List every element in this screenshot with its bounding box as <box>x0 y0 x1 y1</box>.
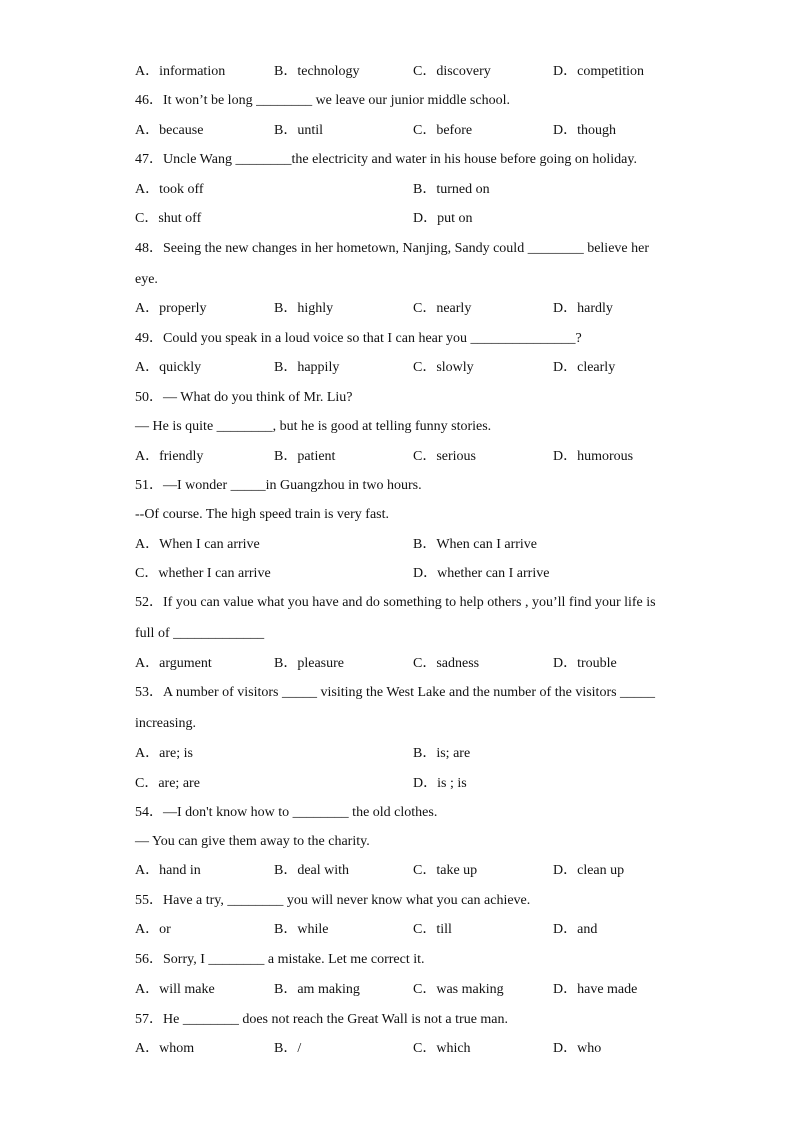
option-c[interactable]: C．which <box>413 1041 471 1056</box>
option-a[interactable]: A．When I can arrive <box>135 537 260 552</box>
question-stem: 56．Sorry, I ________ a mistake. Let me correct it. <box>135 952 425 967</box>
option-a[interactable]: A．properly <box>135 301 207 316</box>
option-b[interactable]: B．happily <box>274 360 340 375</box>
option-d[interactable]: D．trouble <box>553 656 617 671</box>
option-b[interactable]: B．pleasure <box>274 656 344 671</box>
question-stem: 53．A number of visitors _____ visiting the West Lake and the number of the visitors _____ <box>135 685 656 700</box>
question-stem: 52．If you can value what you have and do something to help others , you’ll find your life is <box>135 595 656 610</box>
option-a[interactable]: A．information <box>135 64 226 79</box>
option-d[interactable]: D．competition <box>553 64 644 79</box>
question-stem: 51．—I wonder _____in Guangzhou in two hours. <box>135 478 422 493</box>
option-d[interactable]: D．is ; is <box>413 776 467 791</box>
option-d[interactable]: D．humorous <box>553 449 634 464</box>
option-c[interactable]: C．was making <box>413 982 504 997</box>
question-stem-continued: — He is quite ________, but he is good at telling funny stories. <box>135 419 492 434</box>
option-c[interactable]: C．slowly <box>413 360 474 375</box>
option-a[interactable]: A．quickly <box>135 360 202 375</box>
option-c[interactable]: C．discovery <box>413 64 491 79</box>
option-b[interactable]: B．deal with <box>274 863 350 878</box>
option-c[interactable]: C．serious <box>413 449 476 464</box>
question-stem: 47．Uncle Wang ________the electricity and water in his house before going on holiday. <box>135 152 637 167</box>
option-d[interactable]: D．put on <box>413 211 473 226</box>
option-d[interactable]: D．whether can I arrive <box>413 566 550 581</box>
option-c[interactable]: C．take up <box>413 863 478 878</box>
question-stem: 48．Seeing the new changes in her hometown, Nanjing, Sandy could ________ believe her <box>135 241 649 256</box>
question-stem: 57．He ________ does not reach the Great Wall is not a true man. <box>135 1012 509 1027</box>
option-a[interactable]: A．are; is <box>135 746 193 761</box>
question-stem-continued: --Of course. The high speed train is very fast. <box>135 507 389 522</box>
option-d[interactable]: D．though <box>553 123 616 138</box>
question-stem: 49．Could you speak in a loud voice so that I can hear you _______________? <box>135 331 582 346</box>
option-d[interactable]: D．clearly <box>553 360 616 375</box>
option-b[interactable]: B．while <box>274 922 329 937</box>
question-stem-continued: increasing. <box>135 716 197 731</box>
option-a[interactable]: A．argument <box>135 656 212 671</box>
option-d[interactable]: D．have made <box>553 982 638 997</box>
option-c[interactable]: C．before <box>413 123 473 138</box>
option-a[interactable]: A．friendly <box>135 449 204 464</box>
option-b[interactable]: B．am making <box>274 982 360 997</box>
option-d[interactable]: D．who <box>553 1041 602 1056</box>
option-c[interactable]: C．sadness <box>413 656 480 671</box>
option-c[interactable]: C．shut off <box>135 211 202 226</box>
option-b[interactable]: B．is; are <box>413 746 471 761</box>
option-a[interactable]: A．took off <box>135 182 204 197</box>
question-stem-continued: — You can give them away to the charity. <box>135 834 370 849</box>
option-c[interactable]: C．are; are <box>135 776 200 791</box>
option-b[interactable]: B．highly <box>274 301 334 316</box>
option-b[interactable]: B．patient <box>274 449 336 464</box>
question-stem: 50．— What do you think of Mr. Liu? <box>135 390 353 405</box>
option-d[interactable]: D．hardly <box>553 301 613 316</box>
question-stem: 55．Have a try, ________ you will never know what you can achieve. <box>135 893 531 908</box>
question-stem-continued: eye. <box>135 272 158 287</box>
option-c[interactable]: C．till <box>413 922 452 937</box>
option-a[interactable]: A．hand in <box>135 863 201 878</box>
question-stem: 46．It won’t be long ________ we leave our junior middle school. <box>135 93 510 108</box>
option-b[interactable]: B．turned on <box>413 182 490 197</box>
option-d[interactable]: D．and <box>553 922 598 937</box>
option-c[interactable]: C．whether I can arrive <box>135 566 271 581</box>
option-a[interactable]: A．will make <box>135 982 215 997</box>
option-b[interactable]: B．technology <box>274 64 360 79</box>
question-stem: 54．—I don't know how to ________ the old clothes. <box>135 805 438 820</box>
option-c[interactable]: C．nearly <box>413 301 472 316</box>
option-b[interactable]: B．/ <box>274 1041 302 1056</box>
option-b[interactable]: B．until <box>274 123 324 138</box>
option-d[interactable]: D．clean up <box>553 863 625 878</box>
option-a[interactable]: A．because <box>135 123 204 138</box>
option-a[interactable]: A．or <box>135 922 171 937</box>
question-stem-continued: full of _____________ <box>135 626 265 641</box>
option-a[interactable]: A．whom <box>135 1041 195 1056</box>
option-b[interactable]: B．When can I arrive <box>413 537 537 552</box>
